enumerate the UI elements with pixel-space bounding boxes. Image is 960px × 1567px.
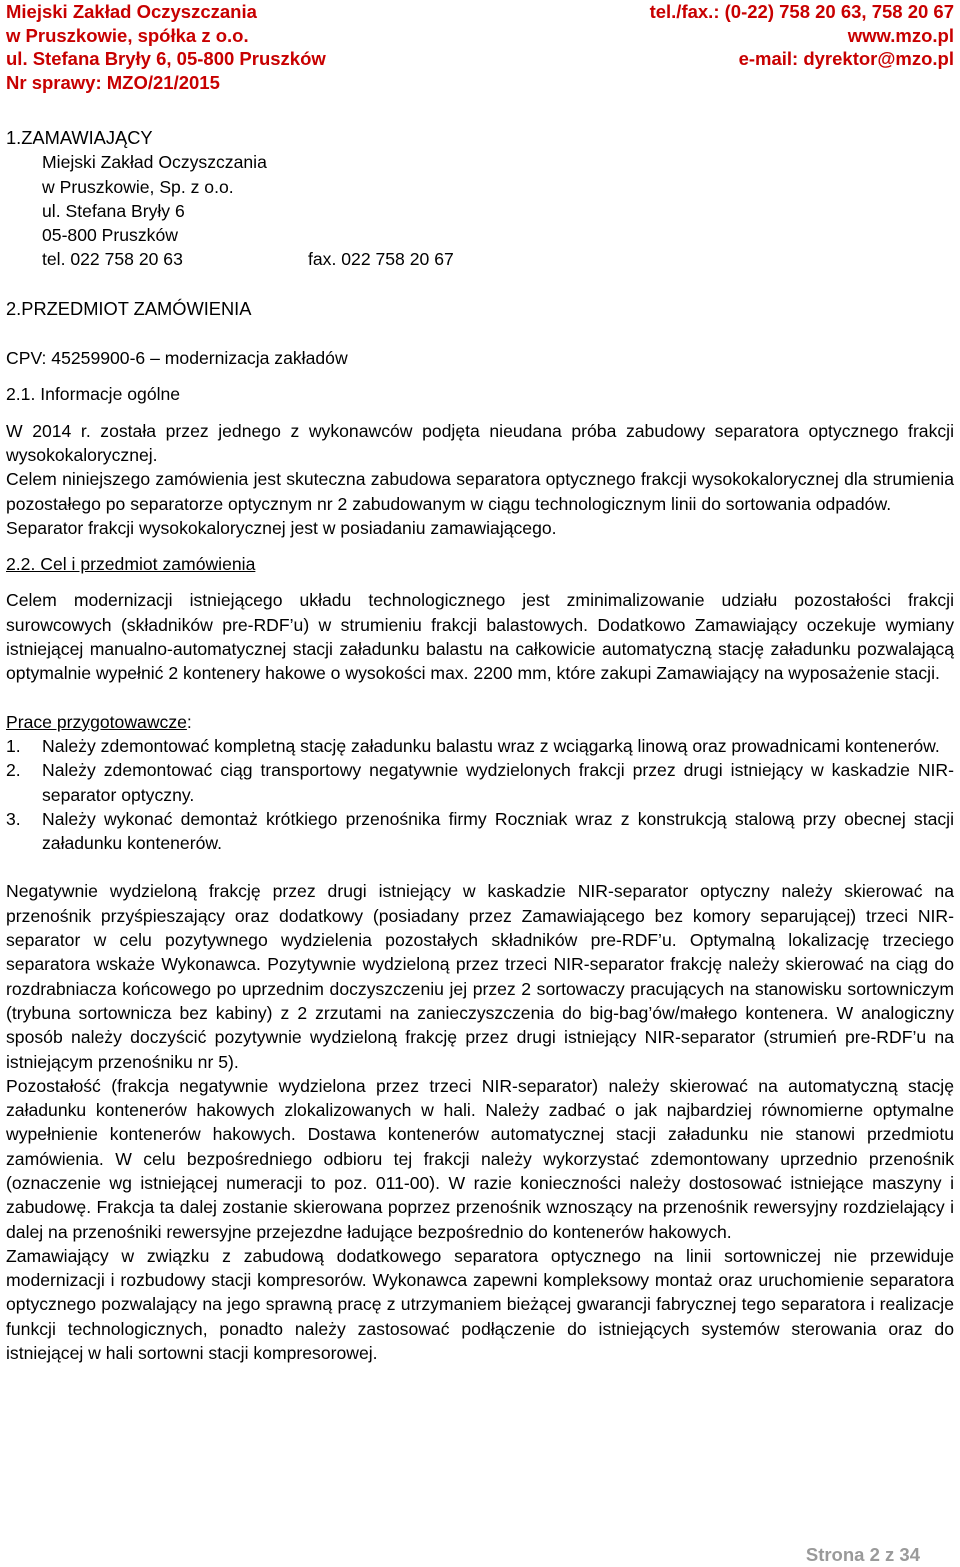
subsection-2-2-title: 2.2. Cel i przedmiot zamówienia: [6, 554, 256, 575]
page-number: Strona 2 z 34: [805, 1544, 920, 1565]
case-number: Nr sprawy: MZO/21/2015: [6, 72, 220, 93]
objective-paragraph: Celem modernizacji istniejącego układu technologicznego jest zminimalizowanie udziału pozostałości frakcji surowcowych (składników pre-RDF’u) w strumieniu frakcji balastowych. Dodatkowo Zamawiający oczekuje wymiany istniejącej manualno-automatycznej stacji załadunku balastu na całkowicie automatyczną stację załadunku pozwalającą optymalnie wypełnić 2 kontenery hakowe o wysokości max. 2200 mm, które zakupi Zamawiający na wyposażenie stacji.: [6, 590, 954, 684]
general-info-paragraph-3: Separator frakcji wysokokalorycznej jest w posiadaniu zamawiającego.: [6, 517, 557, 538]
orderer-line-2: w Pruszkowie, Sp. z o.o.: [42, 176, 234, 197]
company-name: Miejski Zakład Oczyszczania: [6, 1, 257, 22]
general-info-paragraph-1: W 2014 r. została przez jednego z wykonawców podjęta nieudana próba zabudowy separatora optycznego frakcji wysokokalorycznej.: [6, 420, 954, 465]
company-phone: tel./fax.: (0-22) 758 20 63, 758 20 67: [649, 1, 954, 22]
list-item: 2. Należy zdemontować ciąg transportowy negatywnie wydzielonych frakcji przez drugi istniejący w kaskadzie NIR-separator optyczny.: [6, 760, 954, 805]
company-name-line2: w Pruszkowie, spółka z o.o.: [6, 25, 249, 46]
general-info-paragraph-2: Celem niniejszego zamówienia jest skuteczna zabudowa separatora optycznego frakcji wysokokalorycznej dla strumienia pozostałego po separatorze optycznym nr 2 zabudowanym w ciągu technologicznym linii do sortowania odpadów.: [6, 469, 954, 514]
orderer-address: [6, 150, 954, 271]
section-2-title: 2.PRZEDMIOT ZAMÓWIENIA: [6, 297, 252, 319]
orderer-line-1: Miejski Zakład Oczyszczania: [42, 152, 267, 173]
orderer-fax: fax. 022 758 20 67: [308, 249, 454, 270]
company-address: ul. Stefana Bryły 6, 05-800 Pruszków: [6, 48, 326, 69]
list-item: 3. Należy wykonać demontaż krótkiego przenośnika firmy Roczniak wraz z konstrukcją stalową przy obecnej stacji załadunku kontenerów.: [6, 808, 954, 854]
company-website-link[interactable]: www.mzo.pl: [847, 25, 954, 46]
company-email-link[interactable]: e-mail: dyrektor@mzo.pl: [738, 48, 954, 69]
orderer-line-4: 05-800 Pruszków: [42, 225, 178, 246]
orderer-tel: tel. 022 758 20 63: [42, 249, 183, 270]
document-body: [6, 126, 954, 1365]
preparatory-works-list: [6, 734, 954, 855]
section-1-title: 1.ZAMAWIAJĄCY: [6, 127, 153, 148]
cpv-code: CPV: 45259900-6 – modernizacja zakładów: [6, 348, 348, 369]
subsection-2-1-title: 2.1. Informacje ogólne: [6, 384, 181, 405]
preparatory-works-title: Prace przygotowawcze:: [6, 711, 192, 732]
orderer-line-3: ul. Stefana Bryły 6: [42, 200, 185, 221]
body-paragraph-2: Pozostałość (frakcja negatywnie wydzielona przez trzeci NIR-separator) należy skierować na automatyczną stację załadunku kontenerów hakowych zlokalizowanych w hali. Należy zadbać o jak najbardziej równomierne optymalne wypełnienie kontenerów hakowych. Dostawa kontenerów automatycznej stacji załadunku nie stanowi przedmiotu zamówienia. W celu bezpośredniego odbioru tej frakcji należy wykorzystać zdemontowany uprzednio przenośnik (oznaczenie wg istniejącej numeracji to poz. 011-00). W razie konieczności należy dostosować istniejące maszyny i zabudowę. Frakcja ta dalej zostanie skierowana poprzez przenośnik wznoszący na przenośnik rewersyjny rozdzielający i dalej na przenośniki rewersyjne przejezdne ładujące bezpośrednio do kontenerów hakowych.: [6, 1075, 954, 1242]
body-paragraph-1: Negatywnie wydzieloną frakcję przez drugi istniejący w kaskadzie NIR-separator optyczny należy skierować na przenośnik przyśpieszający oraz dodatkowy (posiadany przez Zamawiającego bez komory separującej) trzeci NIR-separator w celu pozytywnego wydzielenia pozostałych składników pre-RDF’u. Optymalną lokalizację trzeciego separatora wskaże Wykonawca. Pozytywnie wydzieloną przez trzeci NIR-separator frakcję należy skierować na ciąg do rozdrabniacza końcowego po uprzednim doczyszczeniu jej przez 2 sortowaczy pracujących na stanowisku sortowniczym (trybuna sortownicza bez kabiny) z 2 zrzutami na zanieczyszczenia do big-bag’ów/małego kontenera. W analogiczny sposób należy doczyścić pozytywnie wydzieloną frakcję przez drugi istniejący NIR-separator (strumień pre-RDF’u na istniejącym przenośniku nr 5).: [6, 881, 954, 1072]
body-paragraph-3: Zamawiający w związku z zabudową dodatkowego separatora optycznego na linii sortowniczej nie przewiduje modernizacji i rozbudowy stacji kompresorów. Wykonawca zapewni kompleksowy montaż oraz uruchomienie separatora optycznego pozwalający na jego sprawną pracę z utrzymaniem bieżącej gwarancji fabrycznej tego separatora i realizacje funkcji technologicznych, ponadto należy zastosować podłączenie do istniejących systemów sterowania oraz do istniejącej w hali sortowni stacji kompresorowej.: [6, 1245, 954, 1364]
list-item: 1. Należy zdemontować kompletną stację załadunku balastu wraz z wciągarką linową oraz prowadnicami kontenerów.: [6, 735, 940, 756]
letterhead: [6, 0, 954, 100]
orderer-contact: [42, 247, 954, 271]
